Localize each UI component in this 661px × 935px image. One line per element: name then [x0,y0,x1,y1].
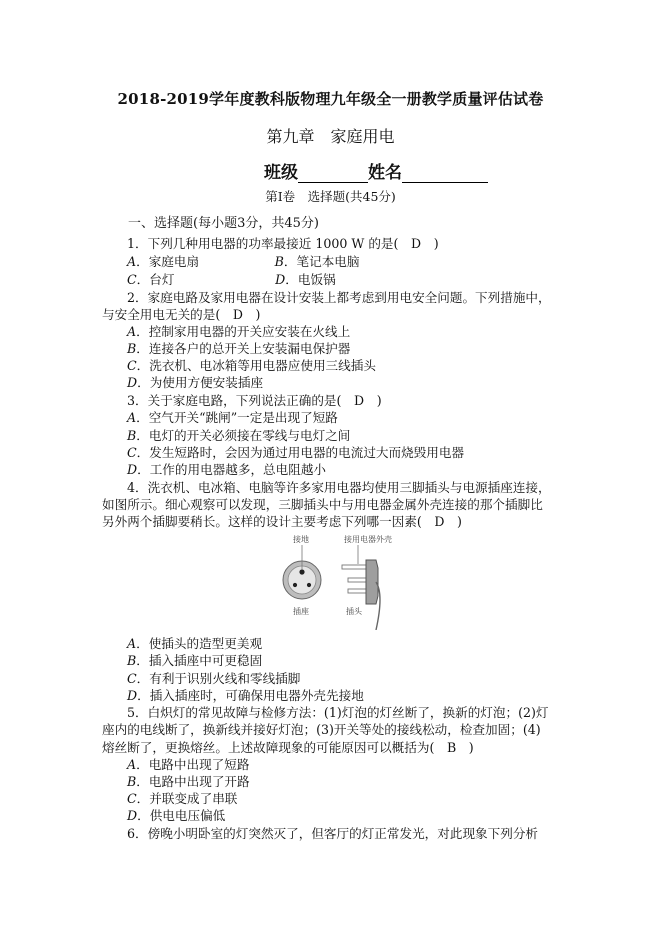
plug-long-pin [342,565,366,569]
q2-stem-line2: 与安全用电无关的是( D ) [102,307,261,322]
q4-option-d: D．插入插座时，可确保用电器外壳先接地 [127,688,364,703]
class-label: 班级 [264,163,298,183]
section-heading: 一、选择题(每小题3分，共45分) [128,216,319,231]
socket-live-hole [293,583,297,587]
socket-neutral-hole [307,583,311,587]
q5-option-b: B．电路中出现了开路 [127,774,250,789]
q2-option-a: A．控制家用电器的开关应安装在火线上 [127,324,351,339]
q4-stem-line1: 4．洗衣机、电冰箱、电脑等许多家用电器均使用三脚插头与电源插座连接， [127,480,551,495]
q1-options-ab: A．家庭电扇 B．笔记本电脑 [127,254,360,269]
q1-stem: 1．下列几种用电器的功率最接近 1000 W 的是( D ) [127,236,439,251]
label-ground: 接地 [293,535,309,544]
q4-option-a: A．使插头的造型更美观 [127,636,263,651]
socket-ground-hole [299,569,304,574]
q5-stem-line1: 5．白炽灯的常见故障与检修方法：(1)灯泡的灯丝断了，换新的灯泡；(2)灯 [127,705,549,720]
q3-stem: 3．关于家庭电路，下列说法正确的是( D ) [127,393,382,408]
q5-option-a: A．电路中出现了短路 [127,757,250,772]
q6-stem-line1: 6．傍晚小明卧室的灯突然灭了，但客厅的灯正常发光，对此现象下列分析 [127,826,539,841]
q4-stem-line2: 如图所示。细心观察可以发现，三脚插头中与用电器金属外壳连接的那个插脚比 [102,497,543,512]
q4-option-b: B．插入插座中可更稳固 [127,653,263,668]
name-blank [402,165,488,183]
label-socket: 插座 [293,607,309,616]
q3-option-a: A．空气开关“跳闸”一定是出现了短路 [127,410,338,425]
q5-stem-line3: 熔丝断了，更换熔丝。上述故障现象的可能原因可以概括为( B ) [102,740,474,755]
q5-option-c: C．并联变成了串联 [127,791,238,806]
q2-option-d: D．为使用方便安装插座 [127,375,264,390]
q3-option-c: C．发生短路时，会因为通过用电器的电流过大而烧毁用电器 [127,445,465,460]
label-plug: 插头 [346,607,362,616]
q4-option-c: C．有利于识别火线和零线插脚 [127,671,301,686]
chapter-title: 第九章 家庭用电 [266,127,395,146]
q5-stem-line2: 座内的电线断了，换新线并接好灯泡；(3)开关等处的接线松动，检查加固；(4) [102,722,541,737]
part-heading: 第Ⅰ卷 选择题(共45分) [265,189,396,204]
exam-title: 2018-2019学年度教科版物理九年级全一册教学质量评估试卷 [117,90,544,108]
q5-option-d: D．供电电压偏低 [127,808,226,823]
plug-short-pin-upper [348,578,366,582]
q2-option-c: C．洗衣机、电冰箱等用电器应使用三线插头 [127,358,376,373]
q2-option-b: B．连接各户的总开关上安装漏电保护器 [127,341,351,356]
class-blank [298,165,368,183]
q3-option-d: D．工作的用电器越多，总电阻越小 [127,462,327,477]
q1-options-cd: C．台灯 D．电饭锅 [127,272,336,287]
label-shell: 接用电器外壳 [344,535,392,544]
plug-short-pin-lower [348,589,366,593]
q3-option-b: B．电灯的开关必须接在零线与电灯之间 [127,428,351,443]
class-name-line [264,158,488,183]
name-label: 姓名 [368,163,402,183]
plug-socket-figure [280,532,392,630]
q4-stem-line3: 另外两个插脚要稍长。这样的设计主要考虑下列哪一因素( D ) [102,514,462,529]
q2-stem-line1: 2．家庭电路及家用电器在设计安装上都考虑到用电安全问题。下列措施中， [127,290,551,305]
